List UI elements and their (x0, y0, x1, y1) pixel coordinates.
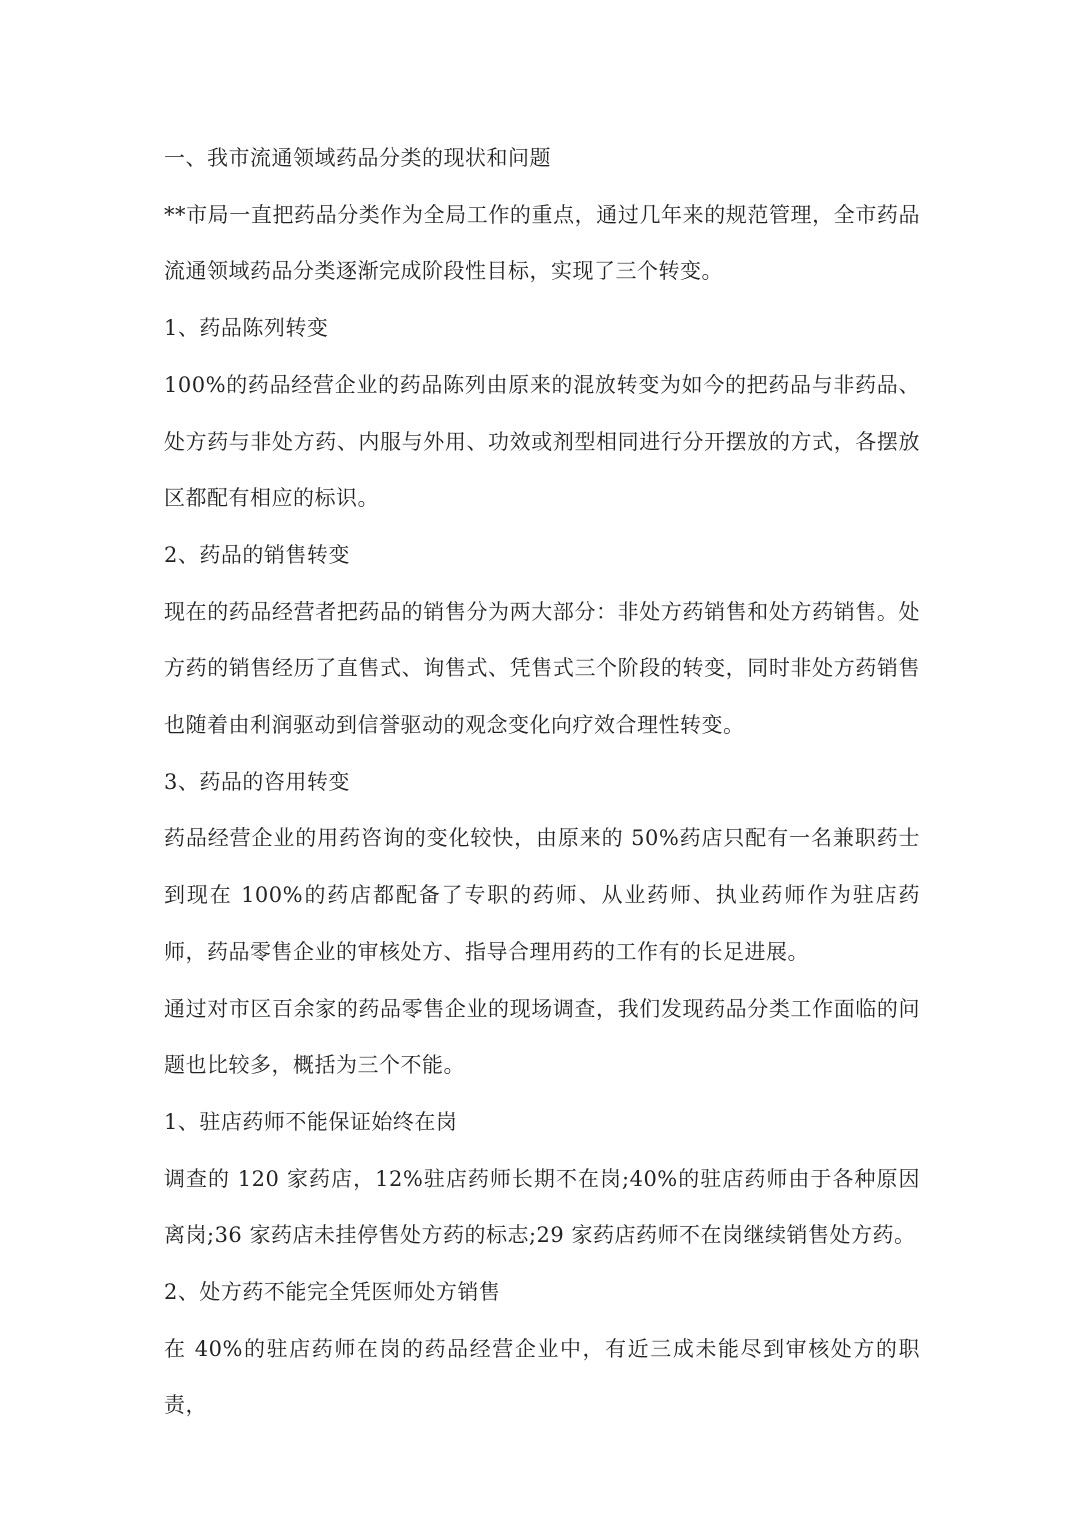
document-body (164, 130, 920, 1434)
body-paragraph: 100%的药品经营企业的药品陈列由原来的混放转变为如今的把药品与非药品、处方药与非处方药、内服与外用、功效或剂型相同进行分开摆放的方式，各摆放区都配有相应的标识。 (164, 372, 920, 511)
subsection-heading: 2、处方药不能完全凭医师处方销售 (164, 1280, 501, 1305)
body-paragraph: 通过对市区百余家的药品零售企业的现场调查，我们发现药品分类工作面临的问题也比较多，概括为三个不能。 (164, 996, 920, 1078)
body-paragraph: 调查的 120 家药店，12%驻店药师长期不在岗;40%的驻店药师由于各种原因离岗;36 家药店未挂停售处方药的标志;29 家药店药师不在岗继续销售处方药。 (164, 1166, 920, 1248)
section-heading: 一、我市流通领域药品分类的现状和问题 (164, 146, 551, 170)
subsection-heading: 1、药品陈列转变 (164, 316, 329, 341)
body-paragraph: **市局一直把药品分类作为全局工作的重点，通过几年来的规范管理，全市药品流通领域药品分类逐渐完成阶段性目标，实现了三个转变。 (164, 202, 920, 284)
subsection-heading: 1、驻店药师不能保证始终在岗 (164, 1109, 458, 1134)
body-paragraph: 现在的药品经营者把药品的销售分为两大部分：非处方药销售和处方药销售。处方药的销售经历了直售式、询售式、凭售式三个阶段的转变，同时非处方药销售也随着由利润驱动到信誉驱动的观念变化向疗效合理性转变。 (164, 599, 920, 738)
subsection-heading: 3、药品的咨用转变 (164, 769, 350, 794)
subsection-heading: 2、药品的销售转变 (164, 542, 350, 567)
body-paragraph: 药品经营企业的用药咨询的变化较快，由原来的 50%药店只配有一名兼职药士到现在 100%的药店都配备了专职的药师、从业药师、执业药师作为驻店药师，药品零售企业的审核处方、指导合理用药的工作有的长足进展。 (164, 826, 920, 964)
body-paragraph: 在 40%的驻店药师在岗的药品经营企业中，有近三成未能尽到审核处方的职责， (164, 1336, 920, 1418)
